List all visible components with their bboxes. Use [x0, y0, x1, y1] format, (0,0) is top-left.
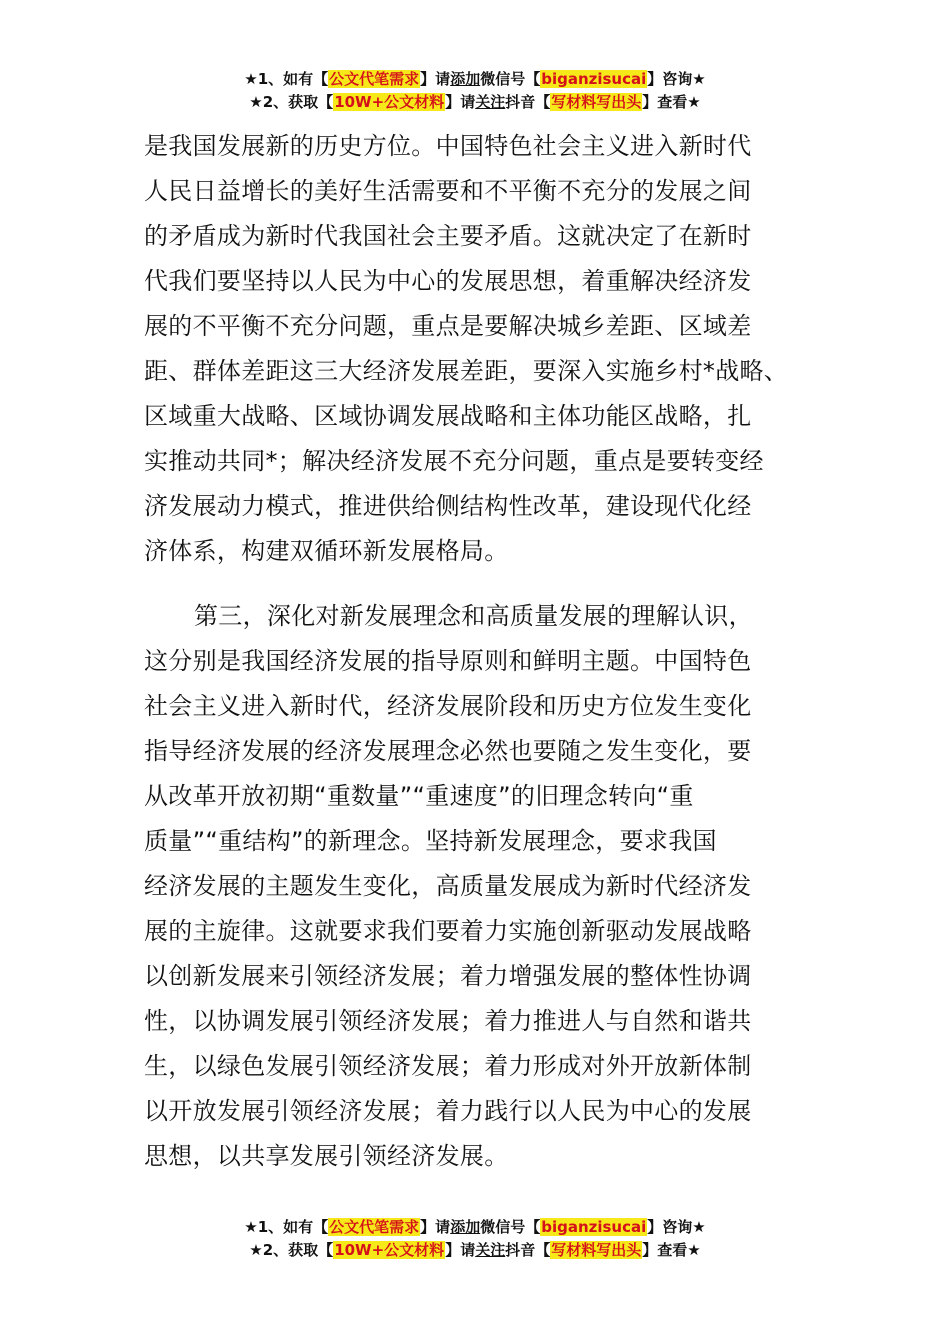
footer-line-1-underlined: 添加: [450, 1218, 481, 1236]
header-highlight-wechat: biganzisucai: [541, 70, 647, 88]
header-line-2-underlined: 关注: [475, 93, 506, 111]
footer-line-2-mid1: 】请: [445, 1241, 476, 1259]
footer-line-2-prefix: ★2、获取【: [249, 1241, 334, 1259]
header-line-1-underlined: 添加: [450, 70, 481, 88]
paragraph-line: 的矛盾成为新时代我国社会主要矛盾。这就决定了在新时: [144, 222, 752, 250]
paragraph-line: 这分别是我国经济发展的指导原则和鲜明主题。中国特色: [144, 647, 752, 675]
footer-line-1-mid1: 】请: [420, 1218, 451, 1236]
footer-line-1-suffix: 】咨询★: [647, 1218, 706, 1236]
document-body: [144, 124, 812, 1179]
paragraph-line: 区域重大战略、区域协调发展战略和主体功能区战略，扎: [144, 402, 752, 430]
header-line-1-suffix: 】咨询★: [647, 70, 706, 88]
paragraph-line: 质量”“重结构”的新理念。坚持新发展理念，要求我国: [144, 827, 717, 855]
header-highlight-service: 公文代笔需求: [329, 70, 420, 88]
footer-highlight-douyin: 写材料写出头: [551, 1241, 642, 1259]
paragraph-line: 经济发展的主题发生变化，高质量发展成为新时代经济发: [144, 872, 752, 900]
paragraph-line: 济体系，构建双循环新发展格局。: [144, 537, 509, 565]
header-highlight-materials: 10W+公文材料: [334, 93, 445, 111]
paragraph-line: 第三，深化对新发展理念和高质量发展的理解认识，: [194, 602, 753, 630]
paragraph-line: 实推动共同*；解决经济发展不充分问题，重点是要转变经: [144, 447, 764, 475]
header-line-1: [0, 68, 950, 91]
paragraph-line: 以开放发展引领经济发展；着力践行以人民为中心的发展: [144, 1097, 752, 1125]
header-line-2-prefix: ★2、获取【: [249, 93, 334, 111]
header-line-1-prefix: ★1、如有【: [244, 70, 329, 88]
paragraph-line: 展的主旋律。这就要求我们要着力实施创新驱动发展战略: [144, 917, 752, 945]
paragraph-line: 以创新发展来引领经济发展；着力增强发展的整体性协调: [144, 962, 752, 990]
footer-line-2: [0, 1239, 950, 1262]
footer-highlight-materials: 10W+公文材料: [334, 1241, 445, 1259]
header-line-1-mid1: 】请: [420, 70, 451, 88]
header-line-2: [0, 91, 950, 114]
footer-line-2-underlined: 关注: [475, 1241, 506, 1259]
header-line-2-mid2: 抖音【: [505, 93, 551, 111]
paragraph-gap: [144, 574, 812, 594]
footer-line-1-mid2: 微信号【: [480, 1218, 541, 1236]
header-banner: [0, 68, 950, 114]
paragraph-line: 生，以绿色发展引领经济发展；着力形成对外开放新体制: [144, 1052, 752, 1080]
paragraph-line: 代我们要坚持以人民为中心的发展思想，着重解决经济发: [144, 267, 752, 295]
paragraph-line: 济发展动力模式，推进供给侧结构性改革，建设现代化经: [144, 492, 752, 520]
footer-line-1-prefix: ★1、如有【: [244, 1218, 329, 1236]
paragraph-line: 从改革开放初期“重数量”“重速度”的旧理念转向“重: [144, 782, 694, 810]
header-line-2-suffix: 】查看★: [642, 93, 701, 111]
footer-line-1: [0, 1216, 950, 1239]
paragraph-1: [144, 124, 812, 574]
paragraph-line: 人民日益增长的美好生活需要和不平衡不充分的发展之间: [144, 177, 752, 205]
paragraph-line: 社会主义进入新时代，经济发展阶段和历史方位发生变化: [144, 692, 752, 720]
paragraph-line: 指导经济发展的经济发展理念必然也要随之发生变化，要: [144, 737, 752, 765]
footer-line-2-suffix: 】查看★: [642, 1241, 701, 1259]
footer-highlight-service: 公文代笔需求: [329, 1218, 420, 1236]
header-highlight-douyin: 写材料写出头: [551, 93, 642, 111]
paragraph-line: 性，以协调发展引领经济发展；着力推进人与自然和谐共: [144, 1007, 752, 1035]
footer-banner: [0, 1216, 950, 1262]
paragraph-line: 思想，以共享发展引领经济发展。: [144, 1142, 509, 1170]
paragraph-2: [144, 594, 812, 1179]
paragraph-line: 是我国发展新的历史方位。中国特色社会主义进入新时代: [144, 132, 752, 160]
paragraph-line: 展的不平衡不充分问题，重点是要解决城乡差距、区域差: [144, 312, 752, 340]
header-line-1-mid2: 微信号【: [480, 70, 541, 88]
header-line-2-mid1: 】请: [445, 93, 476, 111]
footer-line-2-mid2: 抖音【: [505, 1241, 551, 1259]
paragraph-line: 距、群体差距这三大经济发展差距，要深入实施乡村*战略、: [144, 357, 789, 385]
footer-highlight-wechat: biganzisucai: [541, 1218, 647, 1236]
